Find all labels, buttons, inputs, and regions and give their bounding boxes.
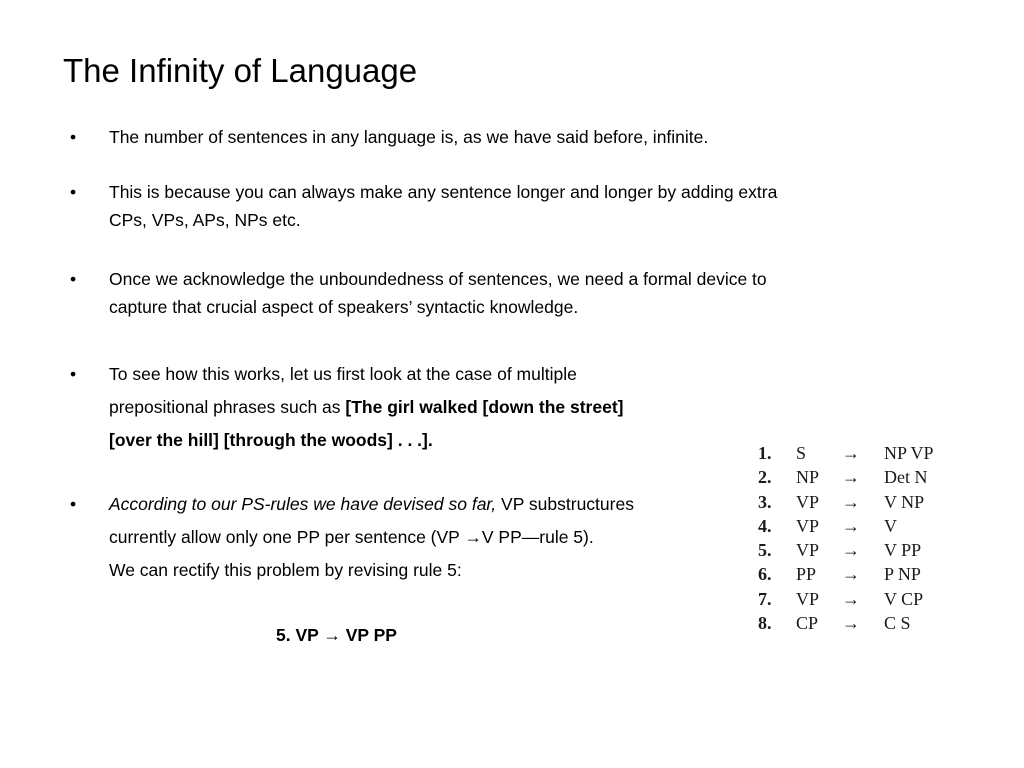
rule-lhs: NP bbox=[796, 467, 820, 488]
ps-rule bbox=[758, 587, 958, 611]
rule-lhs: CP bbox=[796, 613, 819, 634]
rule-rhs: V NP bbox=[884, 491, 925, 512]
ps-rule bbox=[758, 441, 958, 465]
slide-title: The Infinity of Language bbox=[63, 52, 418, 89]
rule-arrow: → bbox=[842, 613, 860, 634]
rule-rhs: V PP bbox=[884, 540, 922, 561]
rule-number: 3. bbox=[758, 491, 772, 512]
bullet-text bbox=[109, 123, 708, 151]
rule-rhs: P NP bbox=[884, 564, 921, 585]
bullet-text bbox=[109, 358, 623, 457]
bullet-dot: • bbox=[70, 269, 77, 289]
rule-rhs: NP VP bbox=[884, 443, 934, 463]
bullet-line: CPs, VPs, APs, NPs etc. bbox=[109, 210, 301, 230]
bullet-line bbox=[109, 488, 634, 521]
rule-number: 5. bbox=[758, 540, 772, 561]
rule-rhs: C S bbox=[884, 613, 911, 634]
rule-arrow: → bbox=[842, 443, 860, 463]
bullet-dot: • bbox=[70, 182, 77, 202]
rule-rhs: V CP bbox=[884, 588, 924, 609]
ps-rule bbox=[758, 611, 958, 635]
revised-rule: 5. VP → VP PP bbox=[276, 625, 397, 645]
ps-rule bbox=[758, 514, 958, 538]
rule-rhs: Det N bbox=[884, 467, 928, 488]
ps-rule bbox=[758, 538, 958, 562]
rule-lhs: VP bbox=[796, 491, 820, 512]
bullet-line: The number of sentences in any language is, as we have said before, infinite. bbox=[109, 127, 709, 147]
bullet-line-plain: VP substructures bbox=[496, 494, 634, 514]
rule-arrow: → bbox=[842, 564, 860, 585]
rule-lhs: VP bbox=[796, 588, 820, 609]
rule-rhs: V bbox=[884, 515, 897, 536]
bullet-dot: • bbox=[70, 127, 77, 147]
rule-arrow: → bbox=[842, 588, 860, 609]
rule-number: 4. bbox=[758, 515, 772, 536]
bullet-dot: • bbox=[70, 364, 77, 384]
bullet-dot: • bbox=[70, 494, 77, 514]
bullet-line bbox=[109, 391, 623, 424]
rule-number: 8. bbox=[758, 613, 772, 634]
rule-lhs: S bbox=[796, 443, 807, 463]
example-sentence-continued: [over the hill] [through the woods] . . .]. bbox=[109, 430, 433, 450]
ps-rules-list bbox=[758, 441, 958, 635]
bullet-line: We can rectify this problem by revising rule 5: bbox=[109, 560, 462, 580]
rule-number: 1. bbox=[758, 443, 772, 463]
rule-arrow: → bbox=[842, 515, 860, 536]
bullet-line: Once we acknowledge the unboundedness of sentences, we need a formal device to bbox=[109, 269, 767, 289]
rule-arrow: → bbox=[842, 540, 860, 561]
rule-arrow: → bbox=[842, 467, 860, 488]
bullet-line-plain: prepositional phrases such as bbox=[109, 397, 346, 417]
rule-lhs: VP bbox=[796, 540, 820, 561]
rule-arrow: → bbox=[842, 491, 860, 512]
rule-number: 6. bbox=[758, 564, 772, 585]
bullet-text bbox=[109, 178, 777, 234]
ps-rule bbox=[758, 465, 958, 489]
rule-lhs: VP bbox=[796, 515, 820, 536]
ps-rule bbox=[758, 562, 958, 586]
ps-rule bbox=[758, 490, 958, 514]
bullet-line: capture that crucial aspect of speakers’ syntactic knowledge. bbox=[109, 297, 579, 317]
bullet-line: To see how this works, let us first look at the case of multiple bbox=[109, 364, 577, 384]
bullet-text bbox=[109, 488, 634, 587]
bullet-line-italic: According to our PS-rules we have devised so far, bbox=[109, 494, 497, 514]
rule-lhs: PP bbox=[796, 564, 817, 585]
bullet-line: This is because you can always make any sentence longer and longer by adding extra bbox=[109, 182, 778, 202]
rule-number: 2. bbox=[758, 467, 772, 488]
rule-number: 7. bbox=[758, 588, 772, 609]
bullet-line: currently allow only one PP per sentence (VP →V PP—rule 5). bbox=[109, 527, 594, 547]
example-sentence: [The girl walked [down the street] bbox=[345, 397, 624, 417]
bullet-text bbox=[109, 265, 767, 321]
